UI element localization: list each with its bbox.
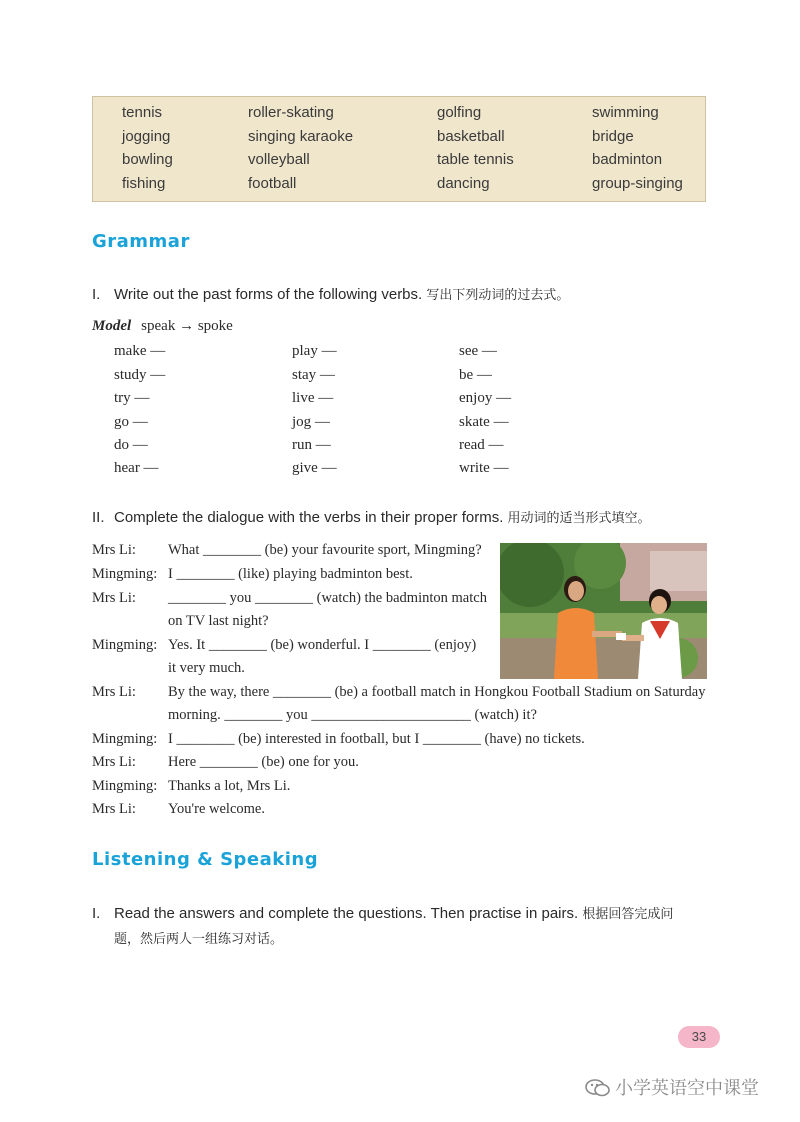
dialogue-line: Here ________ (be) one for you. <box>168 754 359 770</box>
verb-item: see — <box>459 343 497 359</box>
verb-item: stay — <box>292 367 335 383</box>
activity-item: tennis <box>122 104 163 121</box>
dialogue-speaker: Mrs Li: <box>92 684 136 700</box>
verb-item: try — <box>114 390 150 406</box>
instruction-text-zh: 根据回答完成问 <box>582 907 674 922</box>
dialogue-line: I ________ (like) playing badminton best. <box>168 566 413 582</box>
activity-item: group-singing <box>592 175 683 192</box>
activity-item: jogging <box>122 128 171 145</box>
dialogue-line: You're welcome. <box>168 801 265 817</box>
model-text: speak → spoke <box>141 318 233 334</box>
dialogue-speaker: Mrs Li: <box>92 542 136 558</box>
page-number: 33 <box>678 1026 720 1048</box>
verb-item: jog — <box>292 414 330 430</box>
verb-item: be — <box>459 367 492 383</box>
dialogue-line: By the way, there ________ (be) a football match in Hongkou Football Stadium on Saturday <box>168 684 706 700</box>
activity-item: fishing <box>122 175 166 192</box>
activity-item: football <box>248 175 297 192</box>
grammar-heading: Grammar <box>92 231 190 252</box>
verb-item: study — <box>114 367 166 383</box>
instruction-text: Complete the dialogue with the verbs in their proper forms. <box>114 509 504 526</box>
verb-item: skate — <box>459 414 509 430</box>
verb-item: give — <box>292 460 337 476</box>
dialogue-line: ________ you ________ (watch) the badminton match <box>168 590 487 606</box>
dialogue-line: Thanks a lot, Mrs Li. <box>168 778 291 794</box>
dialogue-line: on TV last night? <box>168 613 269 629</box>
verb-item: go — <box>114 414 148 430</box>
activity-item: basketball <box>437 128 505 145</box>
grammar-instruction-1 <box>92 284 569 303</box>
verb-item: make — <box>114 343 166 359</box>
dialogue-speaker: Mingming: <box>92 731 158 747</box>
wechat-icon <box>585 1078 611 1103</box>
verb-item: hear — <box>114 460 159 476</box>
verb-item: write — <box>459 460 509 476</box>
activity-item: golfing <box>437 104 482 121</box>
activity-item: roller-skating <box>248 104 334 121</box>
dialogue-line: What ________ (be) your favourite sport, Mingming? <box>168 542 482 558</box>
listening-instruction-1-cont <box>114 928 283 947</box>
activity-item: dancing <box>437 175 490 192</box>
watermark-text: 小学英语空中课堂 <box>615 1078 759 1099</box>
dialogue-speaker: Mingming: <box>92 566 158 582</box>
activity-item: swimming <box>592 104 659 121</box>
verb-item: live — <box>292 390 334 406</box>
dialogue-speaker: Mrs Li: <box>92 801 136 817</box>
dialogue-line: it very much. <box>168 660 245 676</box>
instruction-text-zh: 写出下列动词的过去式。 <box>426 288 570 303</box>
instruction-text-zh: 用动词的适当形式填空。 <box>507 511 651 526</box>
grammar-instruction-2 <box>92 507 651 526</box>
activity-item: badminton <box>592 151 663 168</box>
instruction-text: Read the answers and complete the questions. Then practise in pairs. <box>114 905 579 922</box>
watermark <box>585 1074 759 1103</box>
activity-item: volleyball <box>248 151 310 168</box>
verb-item: run — <box>292 437 331 453</box>
activity-item: bowling <box>122 151 173 168</box>
activity-item: table tennis <box>437 151 514 168</box>
verb-item: play — <box>292 343 337 359</box>
photo-teacher-and-student <box>500 543 707 679</box>
dialogue-line: Yes. It ________ (be) wonderful. I ________ (enjoy) <box>168 637 477 653</box>
dialogue-line: I ________ (be) interested in football, but I ________ (have) no tickets. <box>168 731 585 747</box>
dialogue-speaker: Mingming: <box>92 778 158 794</box>
instruction-number: II. <box>92 509 105 526</box>
activity-item: singing karaoke <box>248 128 354 145</box>
dialogue-speaker: Mingming: <box>92 637 158 653</box>
instruction-text-zh-cont: 题，然后两人一组练习对话。 <box>114 932 284 947</box>
dialogue-speaker: Mrs Li: <box>92 754 136 770</box>
activity-item: bridge <box>592 128 634 145</box>
verb-item: enjoy — <box>459 390 512 406</box>
instruction-text: Write out the past forms of the following verbs. <box>114 286 423 303</box>
dialogue-line: morning. ________ you ______________________ (watch) it? <box>168 707 537 723</box>
instruction-number: I. <box>92 286 101 303</box>
verb-item: read — <box>459 437 504 453</box>
listening-instruction-1 <box>92 903 673 922</box>
model-example <box>92 318 233 335</box>
instruction-number: I. <box>92 905 101 922</box>
listening-speaking-heading: Listening & Speaking <box>92 849 319 870</box>
dialogue-speaker: Mrs Li: <box>92 590 136 606</box>
verb-item: do — <box>114 437 148 453</box>
model-label: Model <box>92 318 132 334</box>
